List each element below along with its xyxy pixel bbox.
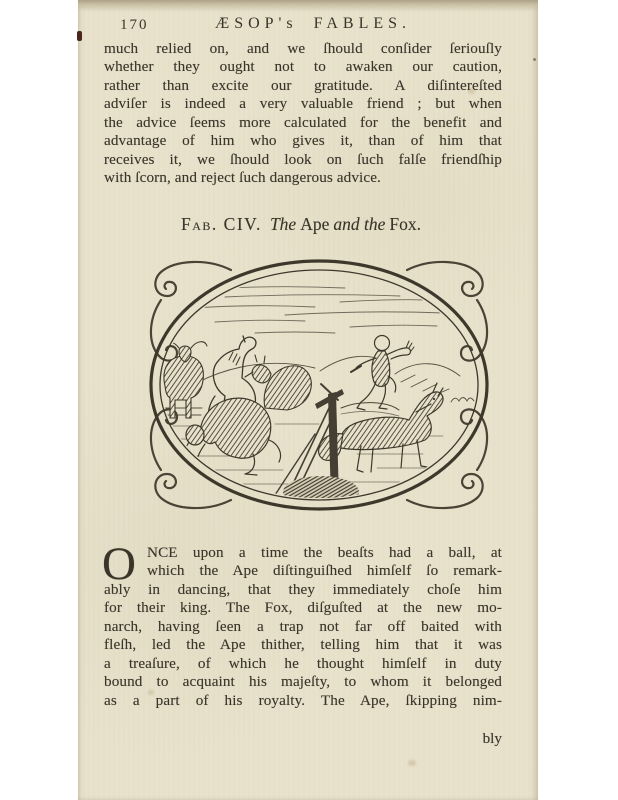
fable-title-part: Fox. xyxy=(389,214,421,234)
running-title: ÆSOP's FABLES. xyxy=(214,15,412,32)
text-line: the advice ſeems more calculated for the benefit and xyxy=(104,113,502,131)
intro-paragraph xyxy=(104,40,502,188)
fable-body-paragraph xyxy=(102,538,502,710)
text-line: whether they ought not to awaken our caution, xyxy=(104,58,502,76)
text-line: which the Ape diſtinguiſhed himſelf ſo remark- xyxy=(147,562,502,580)
fable-title-part: and the xyxy=(333,214,386,234)
fable-title-part: The xyxy=(269,214,297,234)
text-line: with ſcorn, and reject ſuch dangerous advice. xyxy=(104,169,381,187)
oval-frame-inner xyxy=(160,270,478,500)
text-line: narch, having ſeen a trap not far off baited with xyxy=(104,617,502,635)
text-line: receives it, we ſhould look on ſuch falſe friendſhip xyxy=(104,150,502,168)
fable-number: Fab. CIV. xyxy=(181,214,262,234)
dancing-ape xyxy=(351,336,414,411)
page-number: 170 xyxy=(120,17,149,33)
text-line: NCE upon a time the beaſts had a ball, at xyxy=(147,544,502,561)
text-line: fleſh, led the Ape thither, telling him that it was xyxy=(104,636,502,654)
page-header xyxy=(104,15,502,37)
text-line: as a part of his royalty. The Ape, ſkipping nim- xyxy=(104,691,502,709)
text-line: adviſer is indeed a very valuable friend ; but when xyxy=(104,95,502,113)
fable-illustration xyxy=(145,256,493,514)
book-page-paper xyxy=(78,0,538,800)
crouching-ape xyxy=(185,398,281,475)
edge-ink-speck xyxy=(533,58,536,61)
text-line: advantage of him who gives it, than of him that xyxy=(104,132,502,150)
text-line: bound to acquaint his majeſty, to whom it belonged xyxy=(104,673,502,691)
cloud-hatching xyxy=(193,287,457,333)
text-line: ably in dancing, that they immediately choſe him xyxy=(104,580,502,598)
text-line: a treaſure, of which he thought himſelf in duty xyxy=(104,654,502,672)
text-line: for their king. The Fox, diſguſted at the new mo- xyxy=(104,599,502,617)
flourish-top-left xyxy=(151,262,231,361)
edge-ink-speck xyxy=(77,31,82,41)
fable-heading xyxy=(104,214,502,235)
ox xyxy=(163,342,207,418)
fable-title-part: Ape xyxy=(300,214,330,234)
text-line: rather than excite our gratitude. A diſintereſted xyxy=(104,76,502,94)
drop-cap: O xyxy=(102,538,136,590)
catchword: bly xyxy=(482,730,502,747)
text-line: much relied on, and we ſhould conſider ſeriouſly xyxy=(104,40,502,57)
flourish-top-right xyxy=(407,262,487,361)
woodcut-illustration-svg xyxy=(145,256,493,514)
